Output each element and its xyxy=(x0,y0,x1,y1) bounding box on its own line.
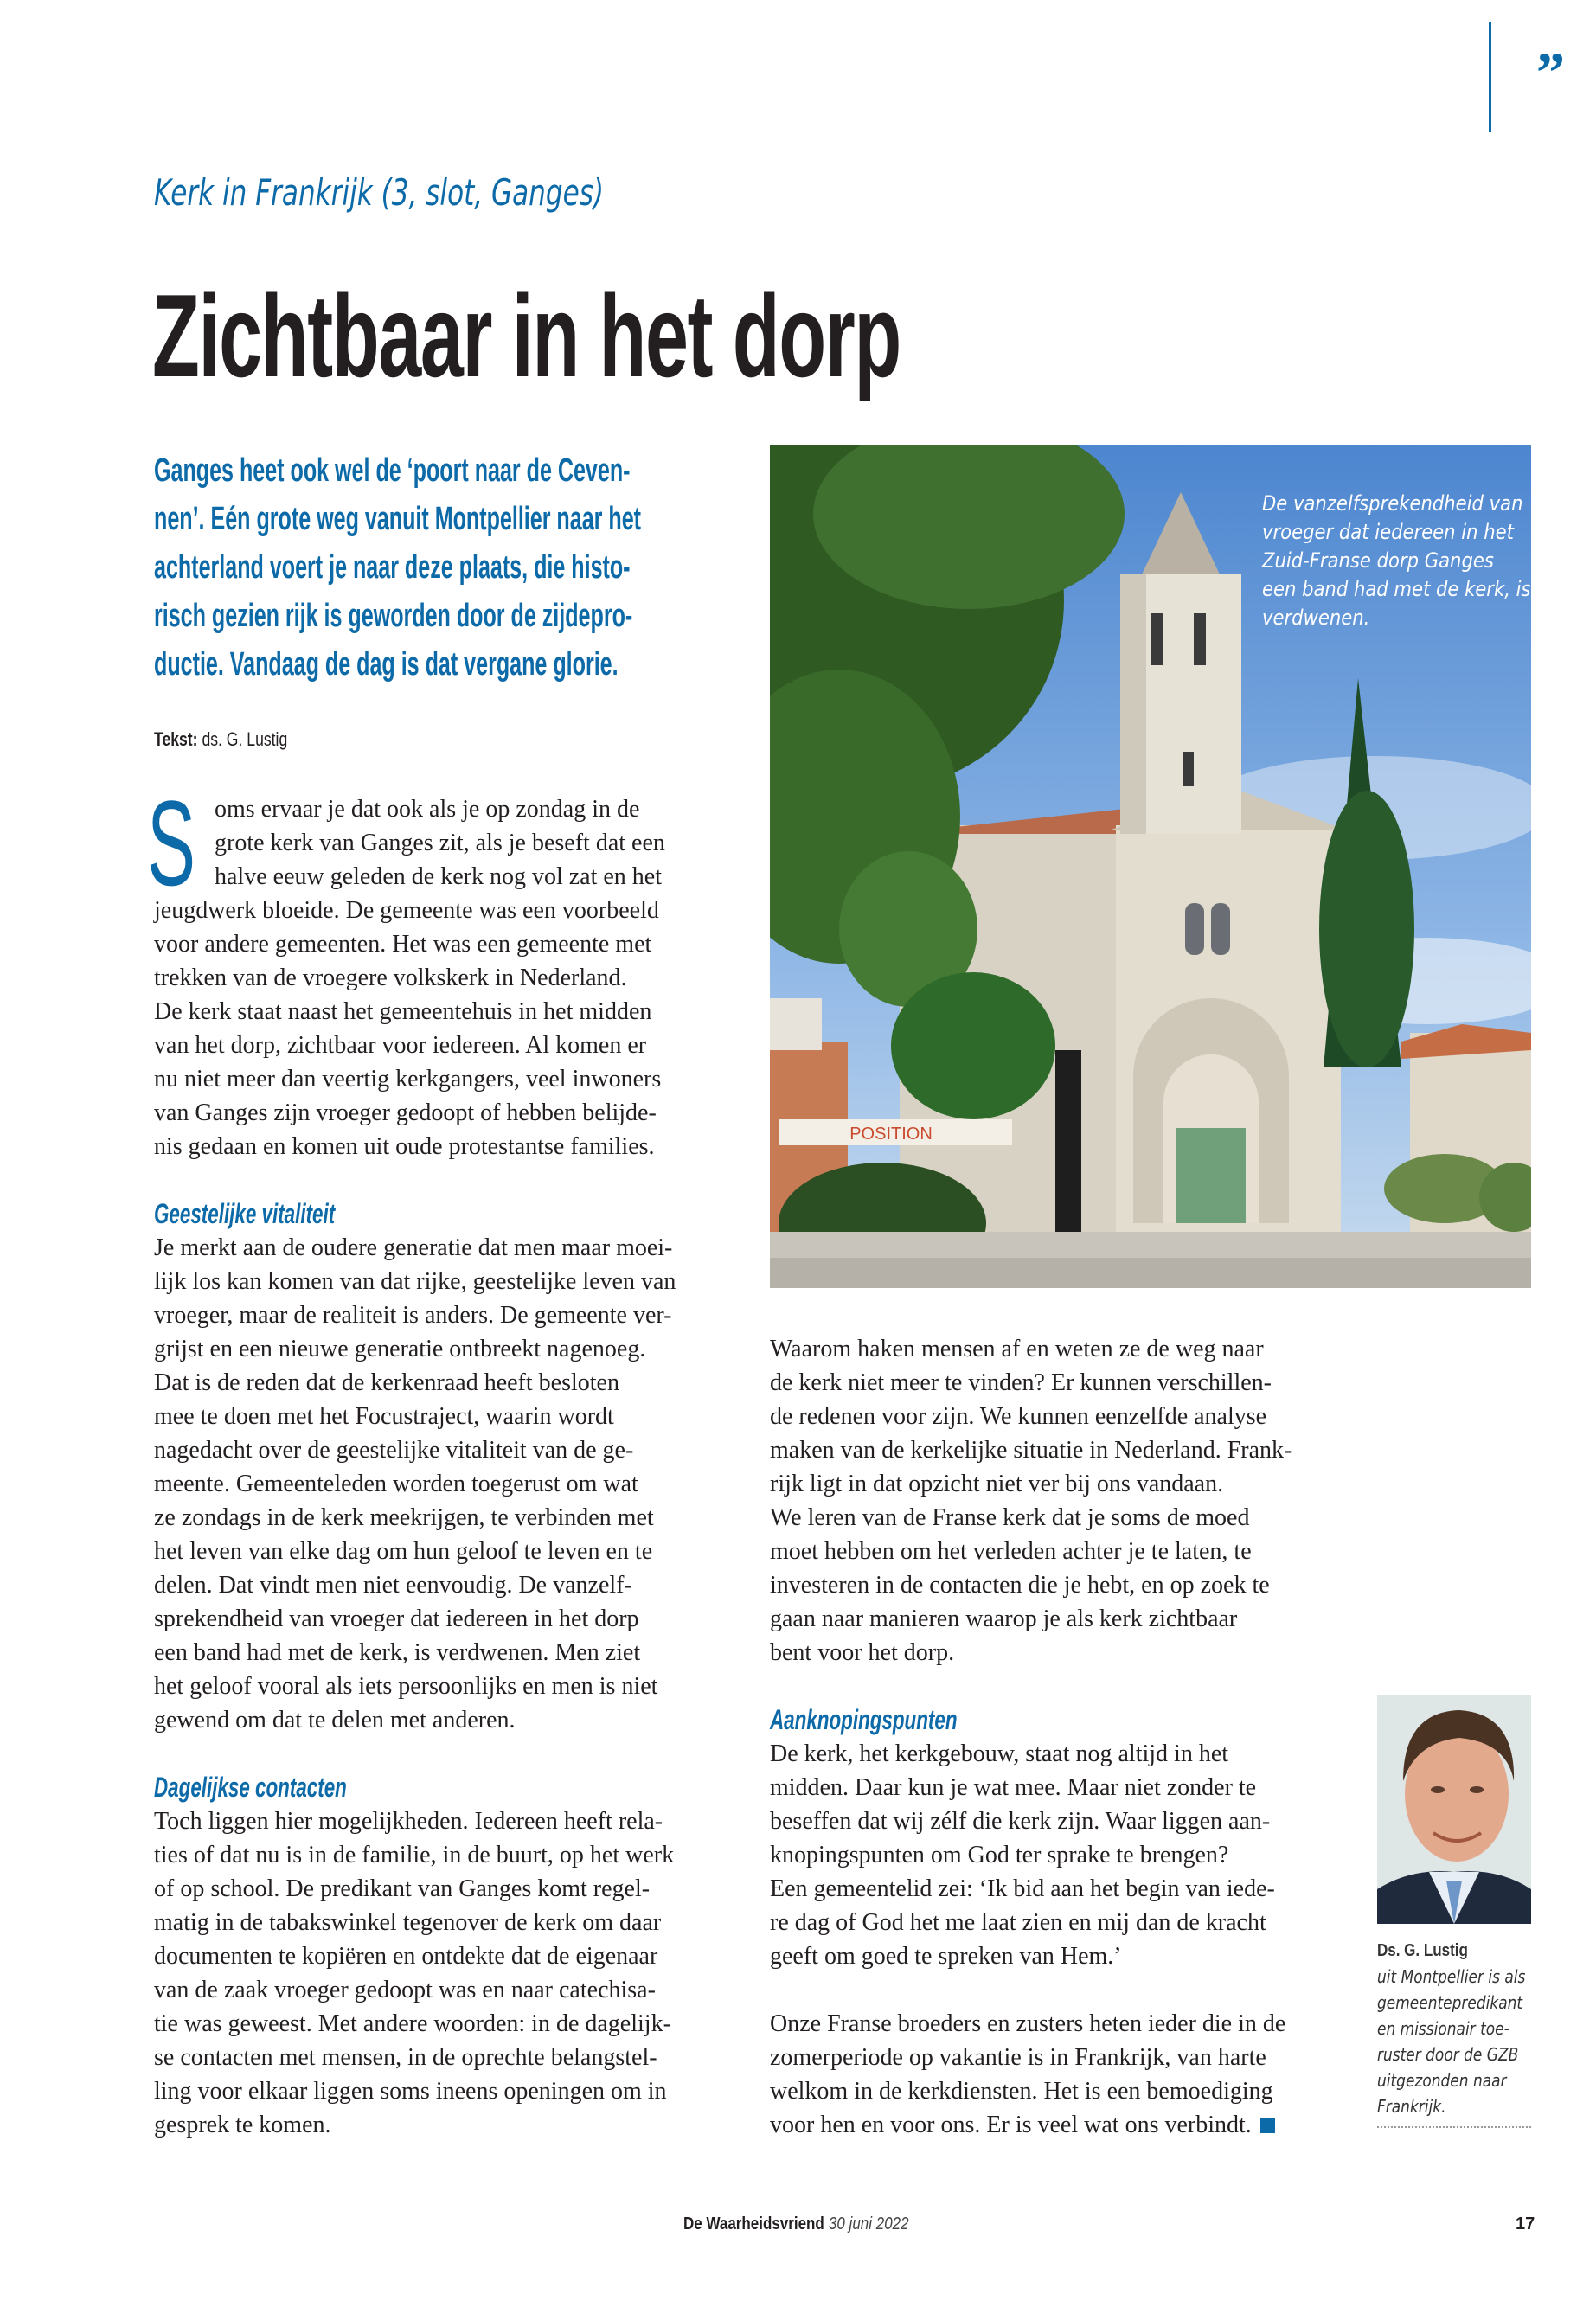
text-line: De kerk staat naast het gemeentehuis in het midden xyxy=(154,998,652,1025)
section-heading: Geestelijke vitaliteit xyxy=(154,1198,336,1229)
text-line: jeugdwerk bloeide. De gemeente was een voorbeeld xyxy=(154,897,659,924)
text-line: vroeger, maar de realiteit is anders. De gemeente ver- xyxy=(154,1302,672,1329)
text-line: investeren in de contacten die je hebt, en op zoek te xyxy=(770,1572,1270,1599)
right-lead-paragraph xyxy=(770,1332,1358,1670)
text-line: De kerk, het kerkgebouw, staat nog altijd in het xyxy=(770,1740,1229,1767)
text-line: ductie. Vandaag de dag is dat vergane glorie. xyxy=(154,646,619,683)
text-line: de kerk niet meer te vinden? Er kunnen verschillen- xyxy=(770,1369,1272,1396)
text-line: gesprek te komen. xyxy=(154,2112,331,2138)
text-line: van het dorp, zichtbaar voor iedereen. Al komen er xyxy=(154,1032,647,1059)
text-line: het leven van elke dag om hun geloof te leven en te xyxy=(154,1538,653,1565)
text-line: ling voor elkaar liggen soms ineens openingen om in xyxy=(154,2078,667,2105)
issue-date: 30 juni 2022 xyxy=(828,2214,909,2234)
left-column xyxy=(154,792,734,2142)
text-line: Een gemeentelid zei: ‘Ik bid aan het begin van iede- xyxy=(770,1875,1275,1902)
text-line: voor hen en voor ons. Er is veel wat ons verbindt. xyxy=(770,2108,1358,2142)
text-line: en missionair toe- xyxy=(1377,2018,1509,2039)
text-line: Frankrijk. xyxy=(1377,2096,1446,2117)
margin-rule xyxy=(1489,22,1491,132)
intro-paragraph xyxy=(154,446,760,689)
text-line: grote kerk van Ganges zit, als je beseft dat een xyxy=(215,830,665,856)
text-line: lijk los kan komen van dat rijke, geestelijke leven van xyxy=(154,1268,676,1295)
byline-author: ds. G. Lustig xyxy=(202,728,288,750)
text-line: van Ganges zijn vroeger gedoopt of hebben belijde- xyxy=(154,1099,657,1126)
text-line: Dat is de reden dat de kerkenraad heeft besloten xyxy=(154,1369,619,1396)
text-line: nagedacht over de geestelijke vitaliteit van de ge- xyxy=(154,1437,634,1464)
text-line: Toch liggen hier mogelijkheden. Iedereen heeft rela- xyxy=(154,1808,663,1835)
text-line: uit Montpellier is als xyxy=(1377,1966,1526,1987)
text-line: een band had met de kerk, is verdwenen. Men ziet xyxy=(154,1639,641,1666)
text-line: achterland voert je naar deze plaats, die histo- xyxy=(154,549,631,586)
text-line: van de zaak vroeger gedoopt was en naar catechisa- xyxy=(154,1977,656,2003)
text-line: ties of dat nu is in de familie, in de buurt, op het werk xyxy=(154,1842,675,1868)
text-line: een band had met de kerk, is xyxy=(1262,577,1531,601)
right-column xyxy=(770,1332,1358,2142)
section-heading: Dagelijkse contacten xyxy=(154,1772,347,1803)
text-line: beseffen dat wij zélf die kerk zijn. Waar liggen aan- xyxy=(770,1808,1271,1835)
page-footer xyxy=(683,2214,909,2234)
section-body xyxy=(770,1737,1358,1973)
text-line: maken van de kerkelijke situatie in Nederland. Frank- xyxy=(770,1437,1292,1464)
series-kicker xyxy=(154,171,762,214)
text-line: midden. Daar kun je wat mee. Maar niet zonder te xyxy=(770,1774,1257,1801)
text-line: gewend om dat te delen met anderen. xyxy=(154,1707,516,1734)
text-line: gemeentepredikant xyxy=(1377,1992,1523,2013)
text-line: geeft om goed te spreken van Hem.’ xyxy=(770,1943,1122,1970)
text-line: knopingspunten om God ter sprake te brengen? xyxy=(770,1842,1229,1868)
author-bio xyxy=(1377,1938,1533,2128)
text-line: tie was geweest. Met andere woorden: in de dagelijk- xyxy=(154,2010,671,2037)
text-line: documenten te kopiëren en ontdekte dat de eigenaar xyxy=(154,1943,658,1970)
sign-text: POSITION xyxy=(849,1125,933,1144)
text-line: zomerperiode op vakantie is in Frankrijk, van harte xyxy=(770,2044,1266,2071)
byline xyxy=(154,728,287,751)
text-line: de redenen voor zijn. We kunnen eenzelfde analyse xyxy=(770,1403,1267,1430)
text-line: delen. Dat vindt men niet eenvoudig. De vanzelf- xyxy=(154,1572,632,1599)
text-line: welkom in de kerkdiensten. Het is een bemoediging xyxy=(770,2078,1273,2105)
page-number: 17 xyxy=(1516,2214,1535,2234)
text-line: We leren van de Franse kerk dat je soms de moed xyxy=(770,1504,1250,1531)
bio-name: Ds. G. Lustig xyxy=(1377,1941,1468,1960)
text-line: se contacten met mensen, in de oprechte belangstel- xyxy=(154,2044,657,2071)
text-line: moet hebben om het verleden achter je te laten, te xyxy=(770,1538,1252,1565)
section-heading: Aanknopingspunten xyxy=(770,1704,958,1735)
article-title xyxy=(152,270,1286,401)
text-line: matig in de tabakswinkel tegenover de kerk om daar xyxy=(154,1909,662,1936)
opening-lines xyxy=(154,792,734,894)
text-line: trekken van de vroegere volkskerk in Nederland. xyxy=(154,965,627,991)
text-line: Je merkt aan de oudere generatie dat men maar moei- xyxy=(154,1234,673,1261)
kicker-text: Kerk in Frankrijk (3, slot, Ganges) xyxy=(154,171,605,214)
text-line: meente. Gemeenteleden worden toegerust om wat xyxy=(154,1471,638,1497)
text-line: of op school. De predikant van Ganges komt regel- xyxy=(154,1875,651,1902)
section-body xyxy=(154,1231,734,1737)
bio-divider xyxy=(1377,2126,1531,2128)
text-line: Ganges heet ook wel de ‘poort naar de Ceven- xyxy=(154,452,631,489)
text-line: Waarom haken mensen af en weten ze de weg naar xyxy=(770,1336,1264,1362)
text-line: Onze Franse broeders en zusters heten ieder die in de xyxy=(770,2010,1286,2037)
text-line: voor andere gemeenten. Het was een gemeente met xyxy=(154,931,652,958)
photo-caption xyxy=(1262,490,1567,632)
author-portrait xyxy=(1377,1695,1531,1924)
text-line: ze zondags in de kerk meekrijgen, te verbinden met xyxy=(154,1504,654,1531)
text-line: verdwenen. xyxy=(1262,606,1370,630)
text-line: nis gedaan en komen uit oude protestantse families. xyxy=(154,1133,655,1160)
byline-label: Tekst: xyxy=(154,728,198,750)
closing-paragraph xyxy=(770,2007,1358,2142)
text-line: het geloof vooral als iets persoonlijks en men is niet xyxy=(154,1673,658,1700)
text-line: ruster door de GZB xyxy=(1377,2044,1519,2065)
text-line: nu niet meer dan veertig kerkgangers, veel inwoners xyxy=(154,1066,662,1093)
publication-name: De Waarheidsvriend xyxy=(683,2214,824,2234)
text-line: Zuid-Franse dorp Ganges xyxy=(1262,548,1494,573)
title-text: Zichtbaar in het dorp xyxy=(152,270,901,401)
text-line: mee te doen met het Focustraject, waarin wordt xyxy=(154,1403,614,1430)
text-line: De vanzelfsprekendheid van xyxy=(1262,491,1523,516)
bio-text xyxy=(1377,1964,1533,2119)
end-of-article-icon xyxy=(1260,2118,1275,2133)
text-line: bent voor het dorp. xyxy=(770,1639,955,1666)
text-line: oms ervaar je dat ook als je op zondag in de xyxy=(215,796,640,823)
text-line: sprekendheid van vroeger dat iedereen in het dorp xyxy=(154,1606,639,1632)
quote-mark-icon: ” xyxy=(1536,42,1565,105)
author-photo xyxy=(1377,1695,1531,1924)
text-line: uitgezonden naar xyxy=(1377,2070,1507,2091)
lead-paragraph xyxy=(154,894,734,1163)
text-line: halve eeuw geleden de kerk nog vol zat en het xyxy=(215,863,663,890)
text-line: nen’. Eén grote weg vanuit Montpellier naar het xyxy=(154,501,641,537)
text-line: gaan naar manieren waarop je als kerk zichtbaar xyxy=(770,1606,1238,1632)
text-line: vroeger dat iedereen in het xyxy=(1262,520,1514,544)
text-line: re dag of God het me laat zien en mij dan de kracht xyxy=(770,1909,1266,1936)
text-line: risch gezien rijk is geworden door de zijdepro- xyxy=(154,598,633,634)
section-body xyxy=(154,1804,734,2142)
drop-cap: S xyxy=(147,775,196,911)
text-line: grijst en een nieuwe generatie ontbreekt nagenoeg. xyxy=(154,1336,646,1362)
text-line: rijk ligt in dat opzicht niet ver bij ons vandaan. xyxy=(770,1471,1224,1497)
